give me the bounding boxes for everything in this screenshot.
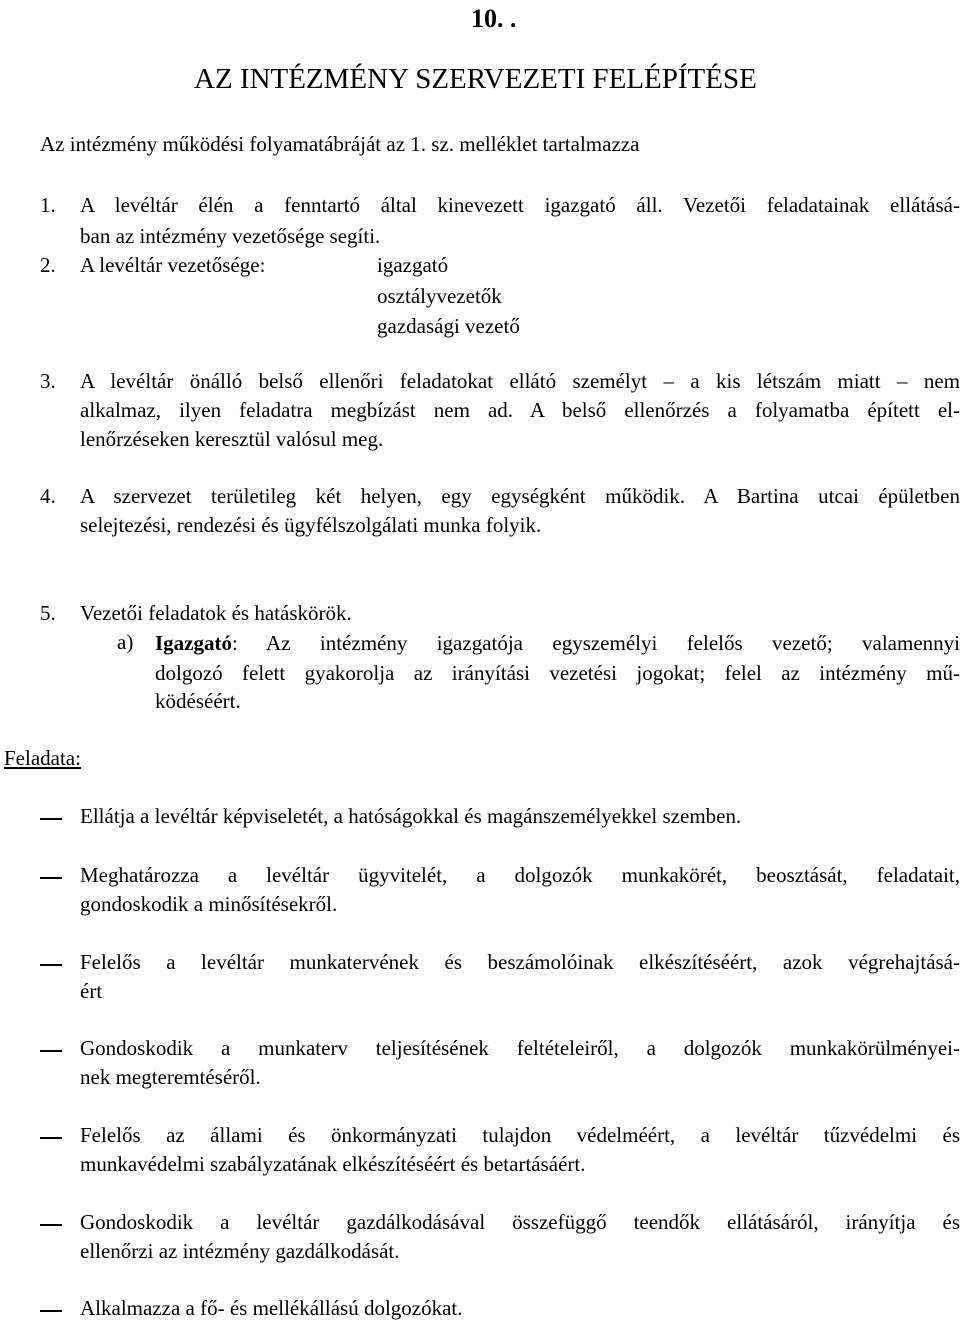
intro-text: Az intézmény működési folyamatábráját az 1. sz. melléklet tartalmazza xyxy=(40,132,640,156)
item-number-1: 1. xyxy=(40,193,56,217)
duty-4-line-2: nek megteremtéséről. xyxy=(80,1065,261,1089)
item-number-4: 4. xyxy=(40,484,56,508)
duty-3-line-1: Felelős a levéltár munkatervének és beszámolóinak elkészítéséért, azok végrehajtásá- xyxy=(80,950,960,974)
item-1-line-2: ban az intézmény vezetősége segíti. xyxy=(80,224,381,248)
sub-item-a-line-3: ködéséért. xyxy=(155,689,241,713)
duty-dash-1 xyxy=(40,818,62,820)
duty-5-line-2: munkavédelmi szabályzatának elkészítéséért és betartásáért. xyxy=(80,1152,586,1176)
item-2-label: A levéltár vezetősége: xyxy=(80,253,266,277)
duty-6-line-2: ellenőrzi az intézmény gazdálkodását. xyxy=(80,1239,400,1263)
page-number: 10. xyxy=(471,4,504,33)
item-2-role-director: igazgató xyxy=(377,253,449,277)
duty-7-line-1: Alkalmazza a fő- és mellékállású dolgozókat. xyxy=(80,1296,463,1320)
sub-item-a-marker: a) xyxy=(117,630,134,654)
duty-1-line-1: Ellátja a levéltár képviseletét, a hatóságokkal és magánszemélyekkel szemben. xyxy=(80,804,742,828)
duty-3-line-2: ért xyxy=(80,979,103,1003)
item-1-line-1: A levéltár élén a fenntartó által kinevezett igazgató áll. Vezetői feladatainak ellátásá- xyxy=(80,193,960,217)
item-2-role-finance: gazdasági vezető xyxy=(377,314,520,338)
item-2-role-heads: osztályvezetők xyxy=(377,284,502,308)
duty-dash-5 xyxy=(40,1137,62,1139)
sub-item-a-line-2: dolgozó felett gyakorolja az irányítási vezetési jogokat; felel az intézmény mű- xyxy=(155,661,960,685)
duty-4-line-1: Gondoskodik a munkaterv teljesítésének feltételeiről, a dolgozók munkakörülményei- xyxy=(80,1036,960,1060)
item-4-line-2: selejtezési, rendezési és ügyfélszolgálati munka folyik. xyxy=(80,513,542,537)
item-3-line-3: lenőrzéseken keresztül valósul meg. xyxy=(80,427,384,451)
item-3-line-2: alkalmaz, ilyen feladatra megbízást nem ad. A belső ellenőrzés a folyamatba épített el- xyxy=(80,398,960,422)
sub-item-a-title: Igazgató xyxy=(155,631,232,655)
duty-dash-2 xyxy=(40,877,62,879)
page-number-mark: . xyxy=(510,4,517,33)
feladata-label: Feladata: xyxy=(4,746,81,770)
item-3-line-1: A levéltár önálló belső ellenőri feladatokat ellátó személyt – a kis létszám miatt – nem xyxy=(80,369,960,393)
duty-2-line-2: gondoskodik a minősítésekről. xyxy=(80,892,338,916)
page-title: AZ INTÉZMÉNY SZERVEZETI FELÉPÍTÉSE xyxy=(194,63,757,95)
item-5-heading: Vezetői feladatok és hatáskörök. xyxy=(80,601,352,625)
duty-dash-6 xyxy=(40,1224,62,1226)
duty-2-line-1: Meghatározza a levéltár ügyvitelét, a dolgozók munkakörét, beosztását, feladatait, xyxy=(80,863,960,887)
duty-6-line-1: Gondoskodik a levéltár gazdálkodásával összefüggő teendők ellátásáról, irányítja és xyxy=(80,1210,960,1234)
item-number-3: 3. xyxy=(40,369,56,393)
item-number-2: 2. xyxy=(40,253,56,277)
sub-item-a-line-1 xyxy=(155,628,960,658)
duty-dash-3 xyxy=(40,964,62,966)
duty-5-line-1: Felelős az állami és önkormányzati tulajdon védelméért, a levéltár tűzvédelmi és xyxy=(80,1123,960,1147)
item-number-5: 5. xyxy=(40,601,56,625)
sub-item-a-text: : Az intézmény igazgatója egyszemélyi felelős vezető; valamennyi xyxy=(232,631,960,655)
duty-dash-7 xyxy=(40,1310,62,1312)
item-4-line-1: A szervezet területileg két helyen, egy egységként működik. A Bartina utcai épületben xyxy=(80,484,960,508)
duty-dash-4 xyxy=(40,1050,62,1052)
